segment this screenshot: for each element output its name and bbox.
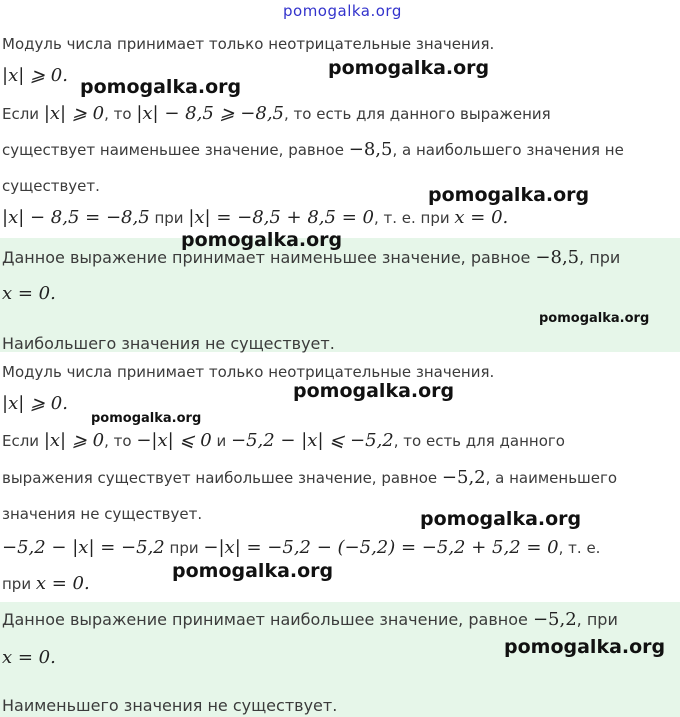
p2-answer-line (2, 610, 618, 630)
watermark: pomogalka.org (293, 380, 455, 402)
p1-answer-none: Наибольшего значения не существует. (2, 334, 335, 353)
p1-line4: существует. (2, 177, 100, 195)
p1-ie: , т. е. при (373, 209, 450, 227)
p2-so-text: , то есть для данного (393, 432, 565, 450)
p2-line3-b: , а наименьшего (485, 469, 618, 487)
p2-x-eq: x = 0. (35, 573, 90, 594)
p1-then-expr: |x| − 8,5 ⩾ −8,5 (136, 103, 285, 124)
p1-answer-line (2, 248, 620, 268)
p2-eq-line (2, 538, 600, 558)
p1-line3 (2, 140, 624, 160)
p1-eq-expr: |x| − 8,5 = −8,5 (2, 207, 150, 228)
p1-so-text: , то есть для данного выражения (284, 105, 551, 123)
p2-when2: при (2, 575, 32, 593)
p1-if-word: Если (2, 105, 40, 123)
watermark: pomogalka.org (420, 508, 582, 530)
p2-and: и (216, 432, 227, 450)
p1-min-value: −8,5 (348, 139, 393, 160)
watermark: pomogalka.org (328, 57, 490, 79)
p1-if-line (2, 104, 551, 124)
p2-x-line (2, 574, 90, 594)
p2-then-word: , то (104, 432, 132, 450)
p1-ineq-line (2, 66, 68, 86)
p1-line3-a: существует наименьшее значение, равное (2, 141, 344, 159)
p1-answer-x-line (2, 284, 56, 304)
p2-answer-b: , при (576, 610, 618, 629)
p1-answer-x: x = 0. (2, 283, 56, 304)
p2-answer-value: −5,2 (532, 609, 577, 630)
watermark: pomogalka.org (172, 560, 334, 582)
p1-eq-line (2, 208, 508, 228)
site-watermark-top: pomogalka.org (283, 2, 402, 20)
p2-line3-a: выражения существует наибольшее значение, равное (2, 469, 438, 487)
p1-then-word: , то (104, 105, 132, 123)
p2-when: при (169, 539, 199, 557)
p2-if-cond: |x| ⩾ 0 (43, 430, 105, 451)
p1-answer-value: −8,5 (535, 247, 580, 268)
p1-answer-a: Данное выражение принимает наименьшее значение, равное (2, 248, 531, 267)
p2-if-word: Если (2, 432, 40, 450)
p1-answer-b: , при (579, 248, 621, 267)
p2-intro: Модуль числа принимает только неотрицательные значения. (2, 363, 495, 381)
p2-eq-expr: −5,2 − |x| = −5,2 (2, 537, 165, 558)
p1-if-cond: |x| ⩾ 0 (43, 103, 105, 124)
p1-when: при (154, 209, 184, 227)
p1-ineq: |x| ⩾ 0. (2, 65, 68, 86)
p1-line3-b: , а наибольшего значения не (392, 141, 624, 159)
p1-cond-expr: |x| = −8,5 + 8,5 = 0 (188, 207, 374, 228)
p2-answer-x-line (2, 648, 56, 668)
watermark: pomogalka.org (504, 636, 666, 658)
p1-x-eq: x = 0. (454, 207, 509, 228)
p2-ineq: |x| ⩾ 0. (2, 393, 68, 414)
p2-cond-expr: −|x| = −5,2 − (−5,2) = −5,2 + 5,2 = 0 (203, 537, 559, 558)
p2-answer-box (0, 602, 680, 717)
watermark: pomogalka.org (539, 311, 650, 326)
p2-then-expr2: −5,2 − |x| ⩽ −5,2 (231, 430, 394, 451)
p2-line3 (2, 468, 617, 488)
p2-ie: , т. е. (558, 539, 601, 557)
p2-line4: значения не существует. (2, 505, 203, 523)
p1-intro: Модуль числа принимает только неотрицательные значения. (2, 35, 495, 53)
p2-answer-x: x = 0. (2, 647, 56, 668)
p2-answer-a: Данное выражение принимает наибольшее значение, равное (2, 610, 528, 629)
p2-answer-none: Наименьшего значения не существует. (2, 696, 338, 715)
p2-if-line (2, 431, 565, 451)
watermark: pomogalka.org (428, 184, 590, 206)
watermark: pomogalka.org (91, 411, 202, 426)
p2-ineq-line (2, 394, 68, 414)
p2-then-expr1: −|x| ⩽ 0 (136, 430, 212, 451)
p1-answer-box (0, 238, 680, 352)
watermark: pomogalka.org (80, 76, 242, 98)
p2-max-value: −5,2 (441, 467, 486, 488)
watermark: pomogalka.org (181, 229, 343, 251)
